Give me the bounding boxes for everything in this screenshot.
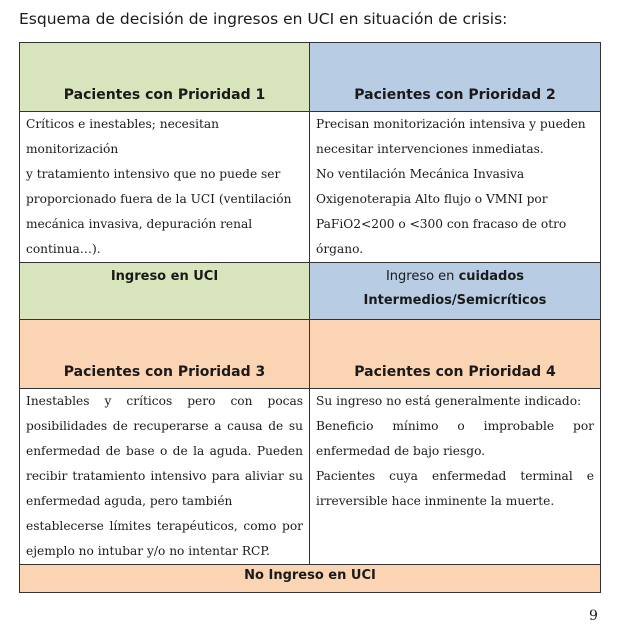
page-title: Esquema de decisión de ingresos en UCI en situación de crisis:	[19, 10, 508, 28]
priority-3-description: Inestables y críticos pero con pocas posibilidades de recuperarse a causa de su enfermedad de base o de la aguda. Pueden recibir tratamiento intensivo para aliviar su enfermedad aguda, pero también establecerse límites terapéuticos, como por ejemplo no intubar y/o no intentar RCP.	[20, 389, 310, 565]
priority-1-outcome: Ingreso en UCI	[20, 263, 310, 320]
priority-2-header: Pacientes con Prioridad 2	[310, 43, 601, 112]
page-number: 9	[589, 608, 598, 624]
no-admission-row: No Ingreso en UCI	[20, 565, 601, 593]
priority-1-header: Pacientes con Prioridad 1	[20, 43, 310, 112]
priority-2-description: Precisan monitorización intensiva y pueden necesitar intervenciones inmediatas. No ventilación Mecánica Invasiva Oxigenoterapia Alto flujo o VMNI por PaFiO2<200 o <300 con fracaso de otro órgano.	[310, 112, 601, 263]
triage-table	[19, 42, 601, 593]
priority-4-header: Pacientes con Prioridad 4	[310, 320, 601, 389]
priority-1-description: Críticos e inestables; necesitan monitorización y tratamiento intensivo que no puede ser proporcionado fuera de la UCI (ventilación mecánica invasiva, depuración renal continua…).	[20, 112, 310, 263]
priority-4-description: Su ingreso no está generalmente indicado: Beneficio mínimo o improbable por enfermedad de bajo riesgo. Pacientes cuya enfermedad terminal e irreversible hace inminente la muerte.	[310, 389, 601, 565]
priority-2-outcome: Ingreso en cuidados Intermedios/Semicríticos	[310, 263, 601, 320]
priority-3-header: Pacientes con Prioridad 3	[20, 320, 310, 389]
